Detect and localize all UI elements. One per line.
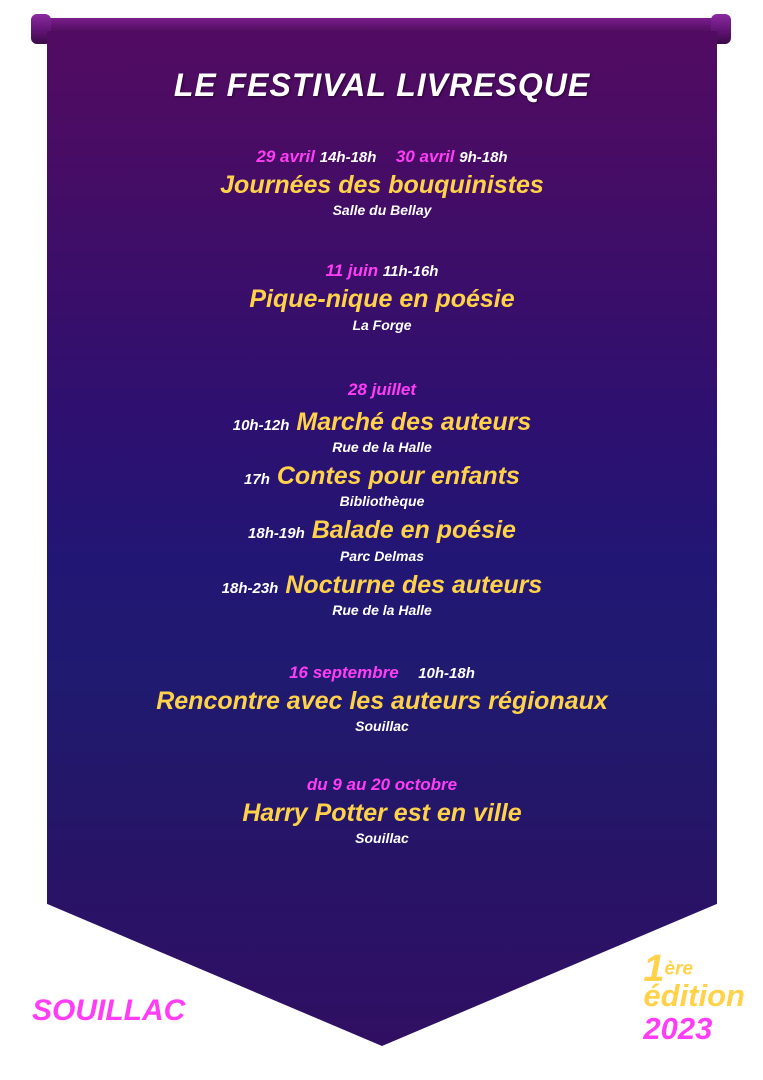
event-venue: Souillac (355, 718, 409, 735)
city-label: SOUILLAC (32, 994, 186, 1027)
event-venue: La Forge (352, 316, 412, 333)
event-block-28-juillet (47, 379, 717, 618)
event-date: 28 juillet (347, 379, 417, 399)
event-block-rencontre (47, 662, 717, 734)
event-date-line (47, 379, 717, 401)
sub-event-marche (47, 407, 717, 455)
event-hours: 18h-19h (248, 525, 305, 543)
event-venue: Rue de la Halle (332, 601, 432, 618)
event-venue: Parc Delmas (339, 547, 425, 564)
event-title (47, 461, 717, 492)
event-title: Rencontre avec les auteurs régionaux (156, 686, 608, 715)
sub-event-nocturne (47, 570, 717, 618)
event-date: 11 juin (325, 261, 379, 281)
event-title: Pique-nique en poésie (249, 285, 515, 314)
event-hours: 10h-12h (232, 416, 290, 434)
event-block-bouquinistes (47, 146, 717, 218)
event-hours: 11h-16h (382, 263, 439, 281)
poster-content (47, 31, 717, 1046)
event-date-line (47, 662, 717, 684)
event-date-line (47, 146, 717, 168)
event-hours: 14h-18h (319, 149, 377, 166)
edition-number: 1 (643, 948, 665, 990)
event-hours-secondary: 9h-18h (459, 149, 508, 166)
event-block-pique-nique (47, 260, 717, 332)
event-date: du 9 au 20 octobre (306, 775, 458, 795)
event-hours: 18h-23h (221, 579, 279, 597)
event-date-line (47, 774, 717, 796)
event-title (47, 570, 717, 601)
edition-year: 2023 (643, 1011, 713, 1046)
event-title-text: Balade en poésie (311, 516, 516, 545)
event-date-line (47, 260, 717, 282)
event-title-text: Contes pour enfants (276, 462, 520, 491)
event-title: Journées des bouquinistes (220, 171, 544, 200)
event-block-harry-potter (47, 774, 717, 846)
event-venue: Rue de la Halle (332, 439, 432, 456)
event-date: 16 septembre (289, 662, 399, 682)
sub-event-contes (47, 461, 717, 509)
edition-word: édition (643, 978, 745, 1013)
event-title: Harry Potter est en ville (242, 799, 522, 828)
edition-ordinal-suffix: ère (664, 958, 694, 980)
event-hours: 17h (244, 471, 270, 489)
event-title-text: Marché des auteurs (296, 407, 532, 436)
event-title (47, 407, 717, 438)
event-venue: Bibliothèque (339, 493, 425, 510)
event-date: 29 avril (256, 147, 315, 166)
event-title-text: Nocturne des auteurs (285, 570, 543, 599)
event-title (47, 515, 717, 546)
page-title: LE FESTIVAL LIVRESQUE (173, 67, 591, 103)
event-date-secondary: 30 avril (395, 147, 455, 166)
event-venue: Salle du Bellay (332, 202, 432, 219)
edition-badge (643, 950, 745, 1044)
event-venue: Souillac (355, 830, 409, 847)
event-hours: 10h-18h (418, 664, 475, 682)
sub-event-balade (47, 515, 717, 563)
